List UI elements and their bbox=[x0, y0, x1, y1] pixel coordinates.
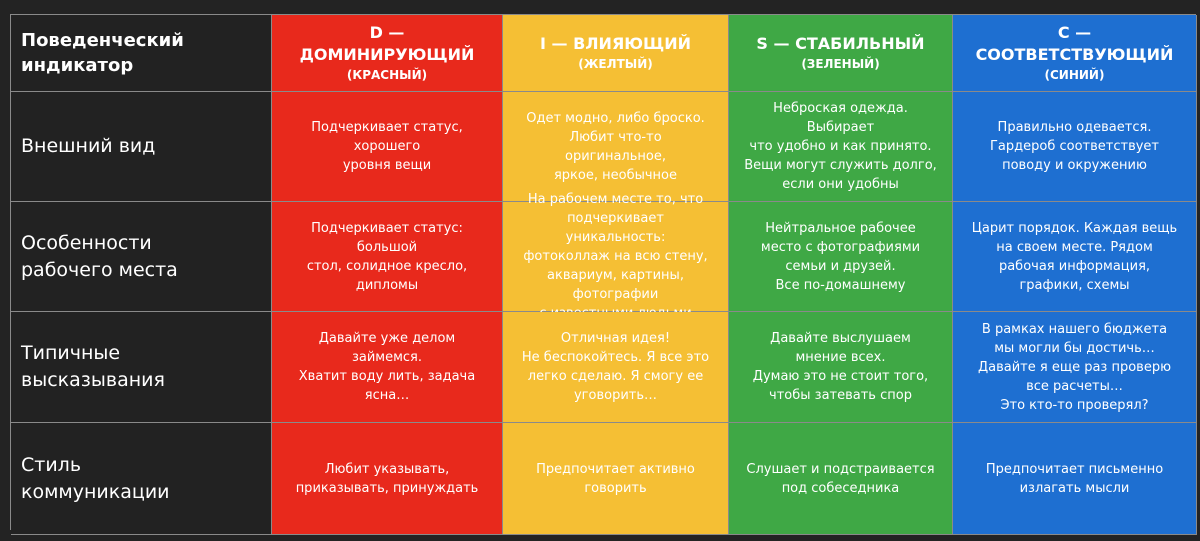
cell-appearance-s: Неброская одежда. Выбирает что удобно и как принято. Вещи могут служить долго, если они удобны bbox=[729, 92, 953, 202]
cell-phrases-s: Давайте выслушаем мнение всех. Думаю это не стоит того, чтобы затевать спор bbox=[729, 312, 953, 423]
header-i-subtitle: (ЖЕЛТЫЙ) bbox=[578, 57, 653, 71]
cell-appearance-i: Одет модно, либо броско. Любит что-то оригинальное, яркое, необычное bbox=[503, 92, 729, 202]
header-d-title: D — ДОМИНИРУЮЩИЙ bbox=[299, 23, 475, 64]
header-corner: Поведенческий индикатор bbox=[11, 15, 272, 92]
header-c-title: C — СООТВЕТСТВУЮЩИЙ bbox=[975, 23, 1174, 64]
disc-table bbox=[10, 14, 1196, 530]
header-s-title: S — СТАБИЛЬНЫЙ bbox=[756, 34, 925, 53]
header-c-subtitle: (СИНИЙ) bbox=[1044, 68, 1105, 82]
cell-workplace-s: Нейтральное рабочее место с фотографиями семьи и друзей. Все по-домашнему bbox=[729, 202, 953, 312]
header-d-subtitle: (КРАСНЫЙ) bbox=[346, 68, 428, 82]
cell-appearance-c: Правильно одевается. Гардероб соответствует поводу и окружению bbox=[953, 92, 1197, 202]
cell-workplace-c: Царит порядок. Каждая вещь на своем месте. Рядом рабочая информация, графики, схемы bbox=[953, 202, 1197, 312]
row-label-phrases: Типичные высказывания bbox=[11, 312, 272, 423]
cell-phrases-d: Давайте уже делом займемся. Хватит воду лить, задача ясна… bbox=[272, 312, 503, 423]
cell-workplace-i: подчеркивает уникальность: фотоколлаж на всю стену, аквариум, картины, фотографии bbox=[503, 202, 729, 312]
cell-communication-d: Любит указывать, приказывать, принуждать bbox=[272, 423, 503, 535]
header-c bbox=[953, 15, 1197, 92]
header-i bbox=[503, 15, 729, 92]
cell-appearance-d: Подчеркивает статус, хорошего уровня вещи bbox=[272, 92, 503, 202]
cell-communication-c: Предпочитает письменно излагать мысли bbox=[953, 423, 1197, 535]
header-s-subtitle: (ЗЕЛЕНЫЙ) bbox=[801, 57, 880, 71]
row-label-appearance: Внешний вид bbox=[11, 92, 272, 202]
cell-communication-i: Предпочитает активно говорить bbox=[503, 423, 729, 535]
cell-communication-s: Слушает и подстраивается под собеседника bbox=[729, 423, 953, 535]
row-label-workplace: Особенности рабочего места bbox=[11, 202, 272, 312]
cell-phrases-i: Отличная идея! Не беспокойтесь. Я все это легко сделаю. Я смогу ее уговорить… bbox=[503, 312, 729, 423]
cell-workplace-d: Подчеркивает статус: большой стол, солидное кресло, дипломы bbox=[272, 202, 503, 312]
row-label-communication: Стиль коммуникации bbox=[11, 423, 272, 535]
cell-phrases-c: В рамках нашего бюджета мы могли бы достичь… Давайте я еще раз проверю все расчеты… Это кто-то проверял? bbox=[953, 312, 1197, 423]
header-d bbox=[272, 15, 503, 92]
header-s bbox=[729, 15, 953, 92]
header-i-title: I — ВЛИЯЮЩИЙ bbox=[539, 34, 692, 53]
